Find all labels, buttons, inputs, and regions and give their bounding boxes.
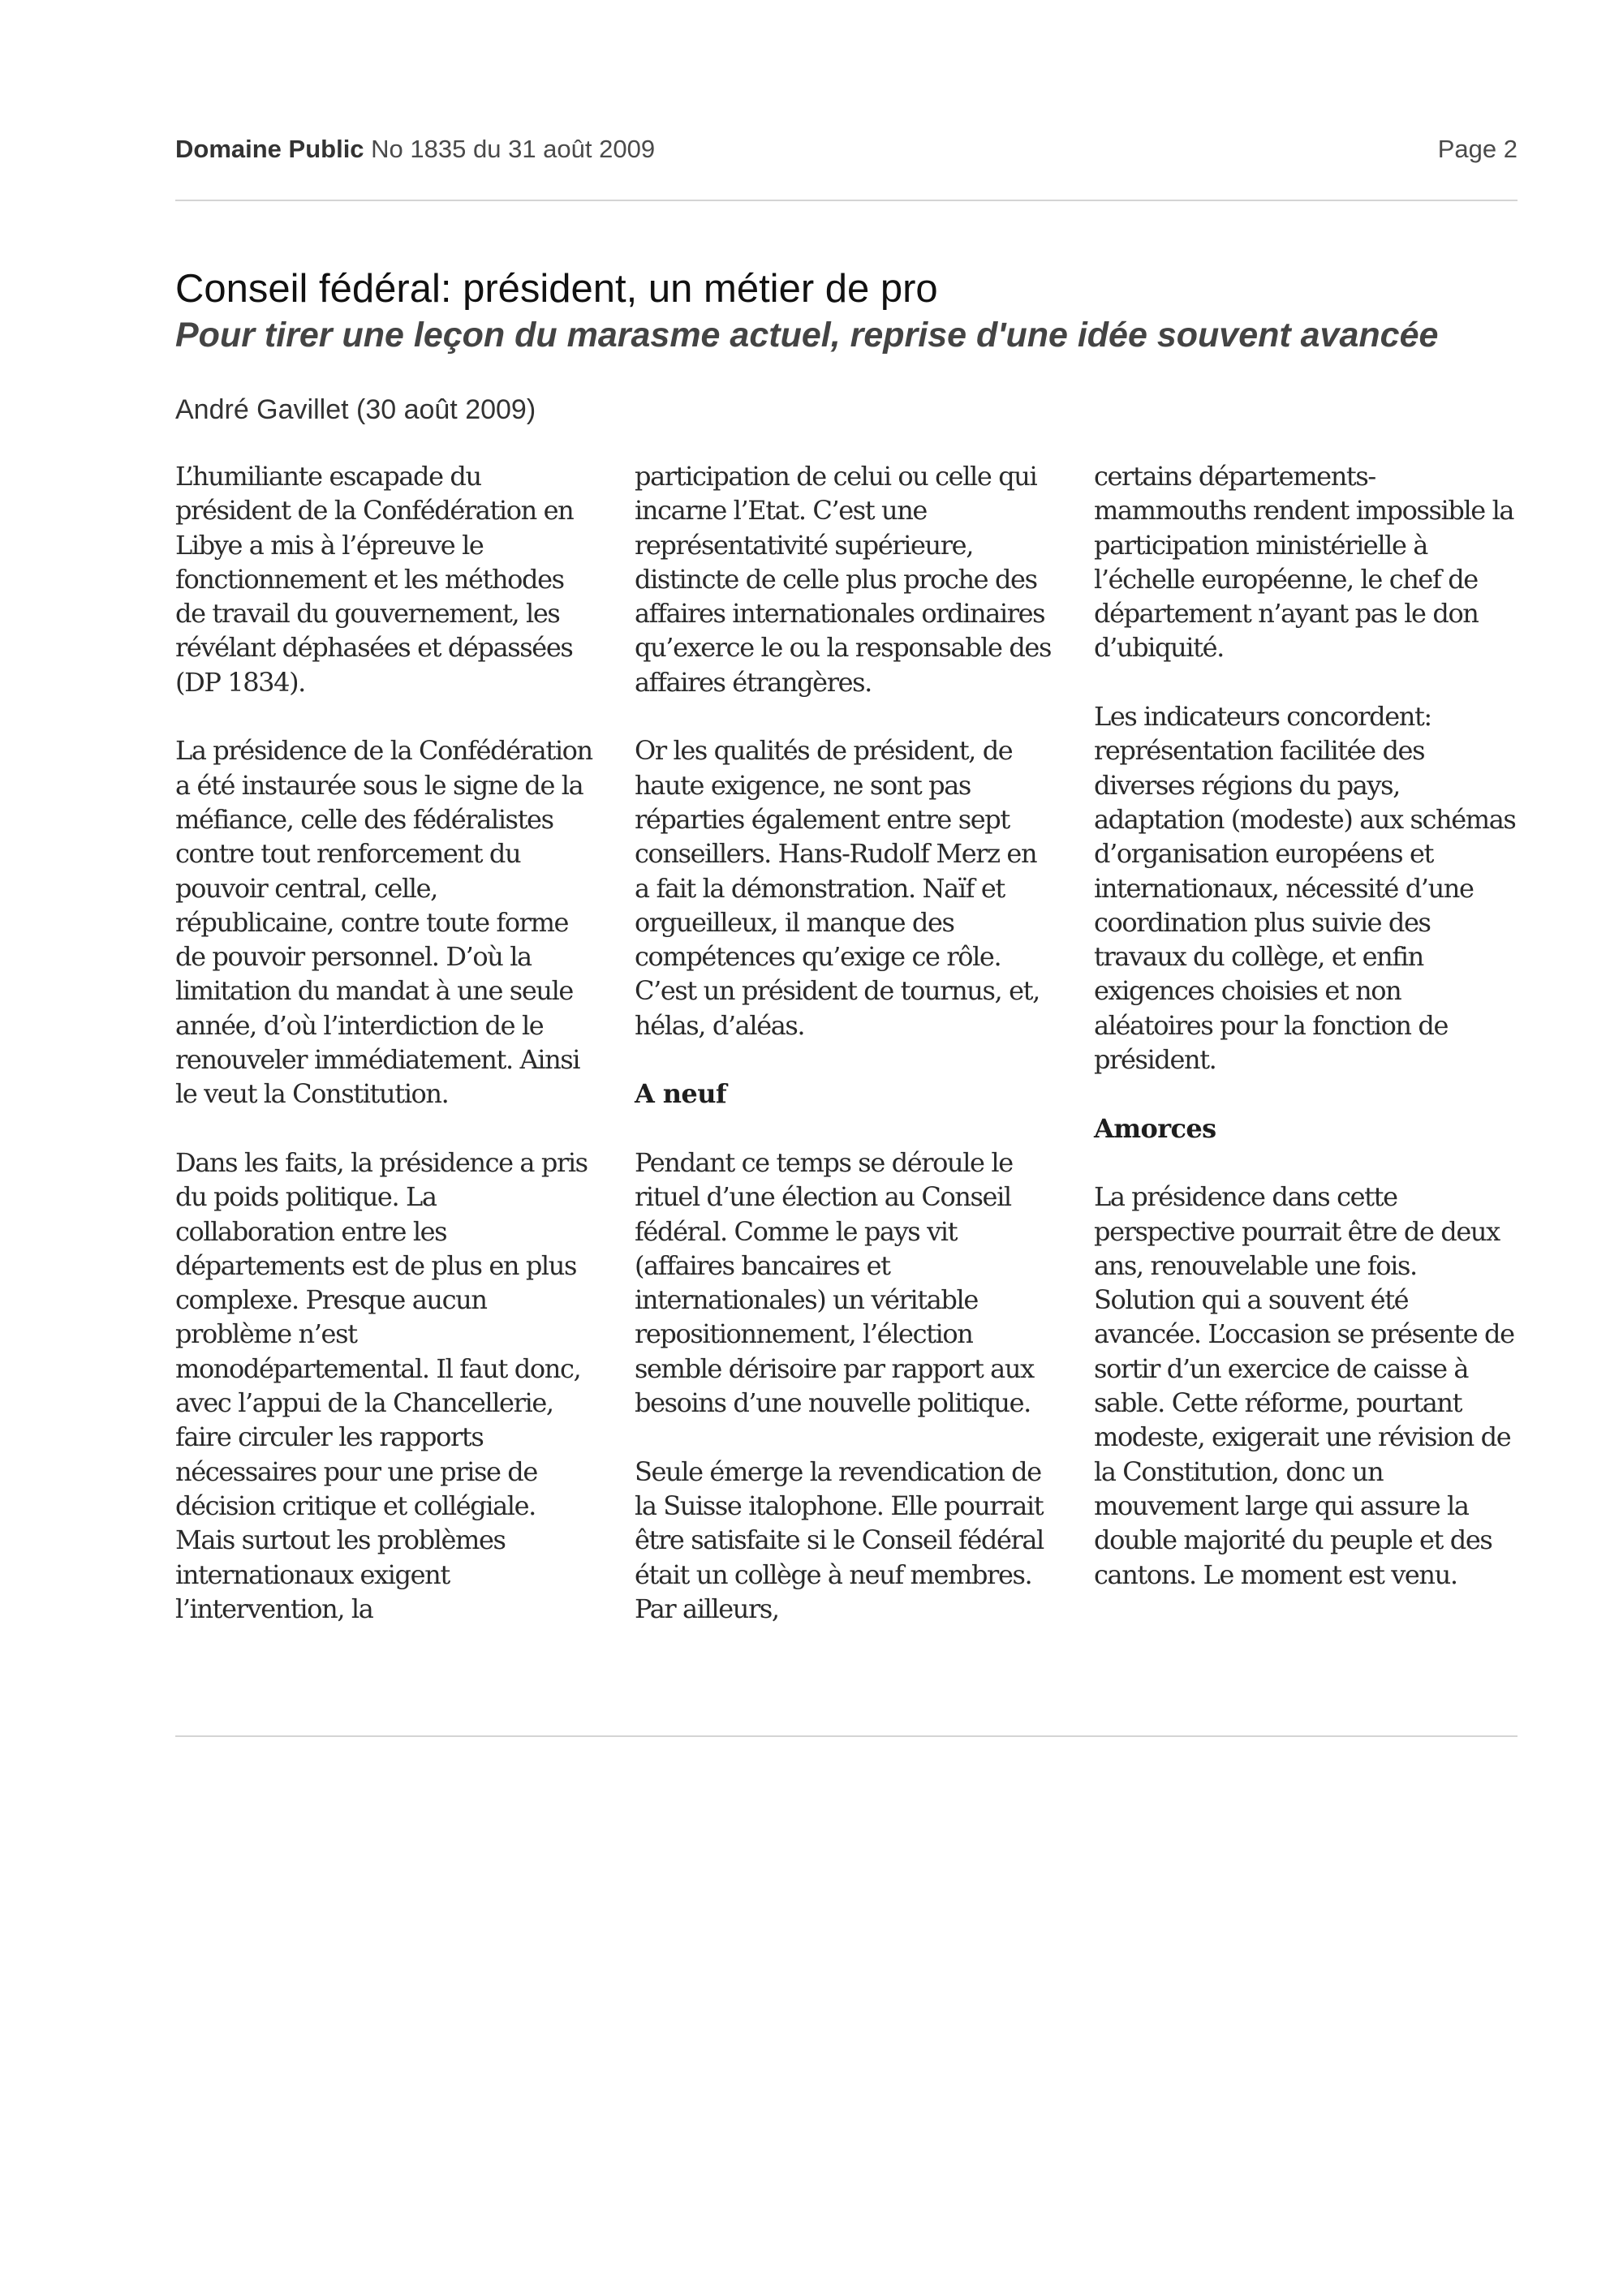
document-page — [175, 0, 1518, 2296]
header-divider — [175, 200, 1518, 201]
article-title: Conseil fédéral: président, un métier de pro — [175, 267, 938, 311]
page-header — [175, 135, 1518, 167]
issue-info: No 1835 du 31 août 2009 — [371, 135, 656, 163]
paragraph: certains départements-mammouths rendent impossible la participation ministérielle à l’échelle européenne, le chef de département n’ayant pas le don d’ubiquité. — [1094, 461, 1514, 664]
paragraph: Les indicateurs concordent: représentation facilitée des diverses régions du pays, adaptation (modeste) aux schémas d’organisation européens et internationaux, nécessité d’une coordination plus suivie des travaux du collège, et enfin exigences choisies et non aléatoires pour la fonction de président. — [1094, 701, 1516, 1076]
paragraph: Dans les faits, la présidence a pris du poids politique. La collaboration entre les départements est de plus en plus complexe. Presque aucun problème n’est monodépartemental. Il faut donc, avec l’appui de la Chancellerie, faire circuler les rapports nécessaires pour une prise de décision critique et collégiale. Mais surtout les problèmes internationaux exigent l’intervention, la — [175, 1146, 588, 1624]
article-byline: André Gavillet (30 août 2009) — [175, 394, 536, 425]
paragraph: Pendant ce temps se déroule le rituel d’une élection au Conseil fédéral. Comme le pays vit (affaires bancaires et internationales) un véritable repositionnement, l’élection semble dérisoire par rapport aux besoins d’une nouvelle politique. — [635, 1146, 1034, 1419]
paragraph: L’humiliante escapade du président de la Confédération en Libye a mis à l’épreuve le fonctionnement et les méthodes de travail du gouvernement, les révélant déphasées et dépassées (DP 1834). — [175, 461, 574, 698]
section-heading: Amorces — [1094, 1112, 1216, 1144]
column-3 — [1094, 459, 1516, 1592]
publication-name: Domaine Public — [175, 135, 364, 163]
column-1 — [175, 459, 597, 1626]
paragraph: Seule émerge la revendication de la Suisse italophone. Elle pourrait être satisfaite si le Conseil fédéral était un collège à neuf membres. Par ailleurs, — [635, 1455, 1044, 1624]
paragraph: La présidence de la Confédération a été instaurée sous le signe de la méfiance, celle des fédéralistes contre tout renforcement du pouvoir central, celle, républicaine, contre toute forme de pouvoir personnel. D’où la limitation du mandat à une seule année, d’où l’interdiction de le renouveler immédiatement. Ainsi le veut la Constitution. — [175, 735, 592, 1110]
paragraph: participation de celui ou celle qui incarne l’Etat. C’est une représentativité supérieure, distincte de celle plus proche des affaires internationales ordinaires qu’exerce le ou la responsable des affaires étrangères. — [635, 461, 1051, 698]
article-body — [175, 459, 1518, 1709]
article-subtitle: Pour tirer une leçon du marasme actuel, reprise d'une idée souvent avancée — [175, 316, 1439, 355]
section-heading: A neuf — [635, 1078, 727, 1110]
footer-divider — [175, 1735, 1518, 1737]
paragraph: La présidence dans cette perspective pourrait être de deux ans, renouvelable une fois. Solution qui a souvent été avancée. L’occasion se présente de sortir d’un exercice de caisse à sable. Cette réforme, pourtant modeste, exigerait une révision de la Constitution, donc un mouvement large qui assure la double majorité du peuple et des cantons. Le moment est venu. — [1094, 1181, 1514, 1590]
column-2 — [635, 459, 1057, 1626]
page-number: Page 2 — [1437, 135, 1518, 163]
paragraph: Or les qualités de président, de haute exigence, ne sont pas réparties également entre sept conseillers. Hans-Rudolf Merz en a fait la démonstration. Naïf et orgueilleux, il manque des compétences qu’exige ce rôle. C’est un président de tournus, et, hélas, d’aléas. — [635, 735, 1040, 1041]
